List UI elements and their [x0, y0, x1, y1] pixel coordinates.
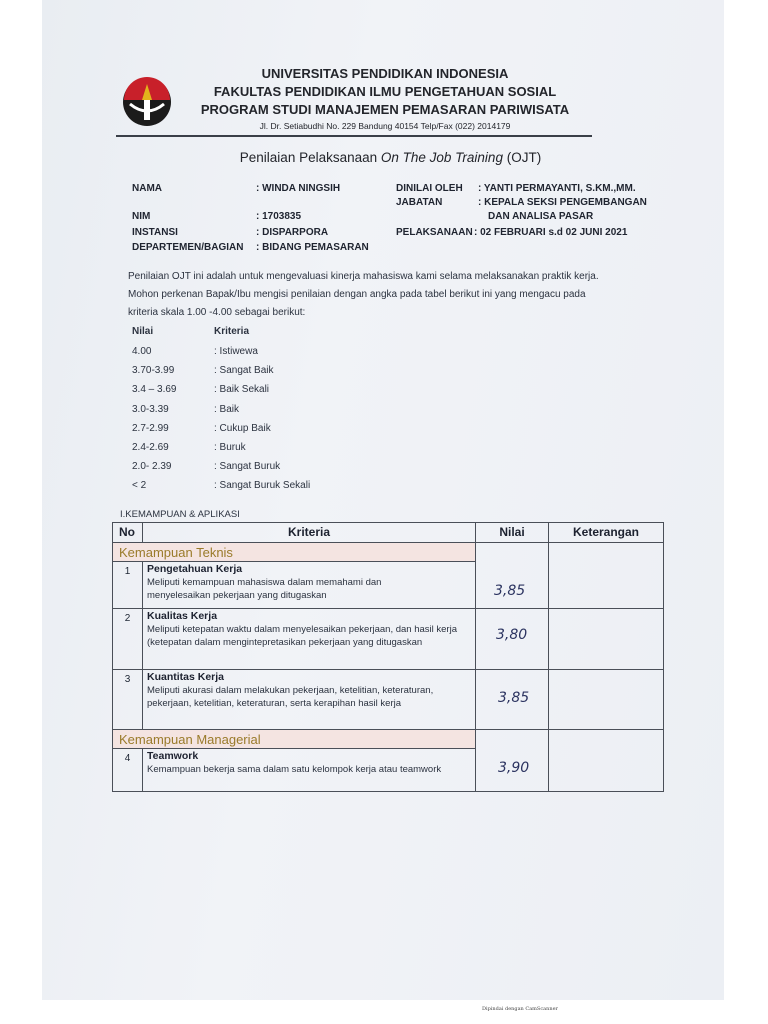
keterangan-cell-1 [549, 543, 664, 609]
page-title [118, 150, 663, 165]
dinilai-value: : YANTI PERMAYANTI, S.KM.,MM. [478, 183, 636, 194]
col-kriteria: Kriteria [143, 523, 476, 543]
scale-nilai: 3.0-3.39 [132, 403, 169, 415]
nilai-cell-2 [476, 609, 549, 670]
nilai-3: 3,85 [498, 690, 530, 706]
scale-head-nilai: Nilai [132, 326, 154, 337]
jabatan-label: JABATAN [396, 197, 443, 208]
assessment-table [112, 522, 664, 792]
scale-kriteria: : Sangat Buruk Sekali [214, 480, 311, 492]
header-rule [116, 135, 592, 137]
nilai-4: 3,90 [498, 760, 530, 776]
instansi-label: INSTANSI [132, 227, 178, 238]
departemen-label: DEPARTEMEN/BAGIAN [132, 242, 244, 253]
intro-line-3: kriteria skala 1.00 -4.00 sebagai berikut: [128, 307, 306, 318]
table-row [113, 609, 664, 670]
scale-kriteria: : Sangat Baik [214, 365, 274, 377]
keterangan-cell-3 [549, 670, 664, 730]
group-teknis: Kemampuan Teknis [113, 543, 476, 562]
nama-value: : WINDA NINGSIH [256, 183, 341, 194]
university-name: UNIVERSITAS PENDIDIKAN INDONESIA [261, 66, 509, 81]
table-header-row [113, 523, 664, 543]
scale-kriteria: : Cukup Baik [214, 422, 271, 434]
dinilai-label: DINILAI OLEH [396, 183, 463, 194]
scale-head-kriteria: Kriteria [214, 326, 250, 337]
address: Jl. Dr. Setiabudhi No. 229 Bandung 40154 Telp/Fax (022) 2014179 [259, 121, 511, 131]
scale-nilai: 2.4-2.69 [132, 442, 169, 453]
criteria-title-4: Teamwork [147, 750, 199, 762]
title-prefix: Penilaian Pelaksanaan [239, 150, 381, 165]
scale-nilai: 3.4 – 3.69 [132, 384, 177, 396]
intro-line-2: Mohon perkenan Bapak/Ibu mengisi penilaian dengan angka pada tabel berikut ini yang mengacu pada [128, 289, 586, 300]
instansi-value: : DISPARPORA [256, 227, 329, 238]
row-no-4: 4 [113, 749, 143, 792]
nama-label: NAMA [132, 183, 162, 194]
criteria-desc-1: Meliputi kemampuan mahasiswa dalam memahami dan menyelesaikan pekerjaan yang ditugaskan [147, 577, 382, 601]
nilai-1: 3,85 [494, 583, 526, 599]
pelaksanaan-label: PELAKSANAAN [396, 227, 473, 238]
nim-label: NIM [132, 211, 151, 222]
row-criteria-2 [143, 609, 476, 670]
scale-kriteria: : Buruk [214, 442, 246, 453]
scanner-footnote: Dipindai dengan CamScanner [482, 1006, 558, 1012]
intro-line-1: Penilaian OJT ini adalah untuk mengevaluasi kinerja mahasiswa kami selama melaksanakan praktik kerja. [128, 271, 599, 282]
group-row-managerial [113, 730, 664, 749]
scale-kriteria: : Istiwewa [214, 346, 258, 357]
pelaksanaan-value: : 02 FEBRUARI s.d 02 JUNI 2021 [474, 227, 628, 238]
scale-nilai: 3.70-3.99 [132, 365, 175, 377]
scale-nilai: 2.0- 2.39 [132, 461, 172, 473]
nilai-cell-4 [476, 730, 549, 792]
col-nilai: Nilai [476, 523, 549, 543]
group-row-teknis [113, 543, 664, 562]
jabatan-value-1: : KEPALA SEKSI PENGEMBANGAN [478, 197, 647, 208]
title-italic: On The Job Training [380, 150, 503, 165]
scale-nilai: 2.7-2.99 [132, 422, 169, 434]
section-heading: I.KEMAMPUAN & APLIKASI [120, 509, 240, 520]
criteria-title-2: Kualitas Kerja [147, 610, 218, 622]
criteria-desc-3: Meliputi akurasi dalam melakukan pekerjaan, ketelitian, keteraturan, pekerjaan, ketelitian, keteraturan, serta kerapihan hasil kerja [147, 685, 434, 709]
row-no-1: 1 [113, 562, 143, 609]
criteria-title-1: Pengetahuan Kerja [147, 563, 243, 575]
group-managerial: Kemampuan Managerial [113, 730, 476, 749]
col-no: No [113, 523, 143, 543]
faculty-name: FAKULTAS PENDIDIKAN ILMU PENGETAHUAN SOSIAL [213, 84, 557, 99]
row-no-2: 2 [113, 609, 143, 670]
row-criteria-4 [143, 749, 476, 792]
nim-value: : 1703835 [256, 211, 302, 222]
nilai-2: 3,80 [496, 627, 528, 643]
table-row [113, 670, 664, 730]
nilai-cell-3 [476, 670, 549, 730]
scale-kriteria: : Baik [214, 403, 240, 415]
keterangan-cell-2 [549, 609, 664, 670]
row-criteria-3 [143, 670, 476, 730]
keterangan-cell-4 [549, 730, 664, 792]
program-name: PROGRAM STUDI MANAJEMEN PEMASARAN PARIWISATA [200, 102, 570, 117]
scale-nilai: < 2 [132, 480, 147, 492]
scale-nilai: 4.00 [132, 346, 152, 357]
criteria-desc-4: Kemampuan bekerja sama dalam satu kelompok kerja atau teamwork [147, 764, 442, 775]
criteria-title-3: Kuantitas Kerja [147, 671, 225, 683]
scale-kriteria: : Baik Sekali [214, 384, 270, 396]
row-no-3: 3 [113, 670, 143, 730]
scale-kriteria: : Sangat Buruk [214, 461, 281, 473]
title-suffix: (OJT) [502, 150, 542, 165]
departemen-value: : BIDANG PEMASARAN [256, 242, 369, 253]
col-keterangan: Keterangan [549, 523, 664, 543]
nilai-cell-1 [476, 543, 549, 609]
criteria-desc-2: Meliputi ketepatan waktu dalam menyelesaikan pekerjaan, dan hasil kerja (ketepatan dalam mengintepretasikan pekerjaan yang ditugaskan [147, 624, 457, 648]
row-criteria-1 [143, 562, 476, 609]
upi-logo [118, 70, 176, 128]
jabatan-value-2: DAN ANALISA PASAR [488, 211, 594, 222]
